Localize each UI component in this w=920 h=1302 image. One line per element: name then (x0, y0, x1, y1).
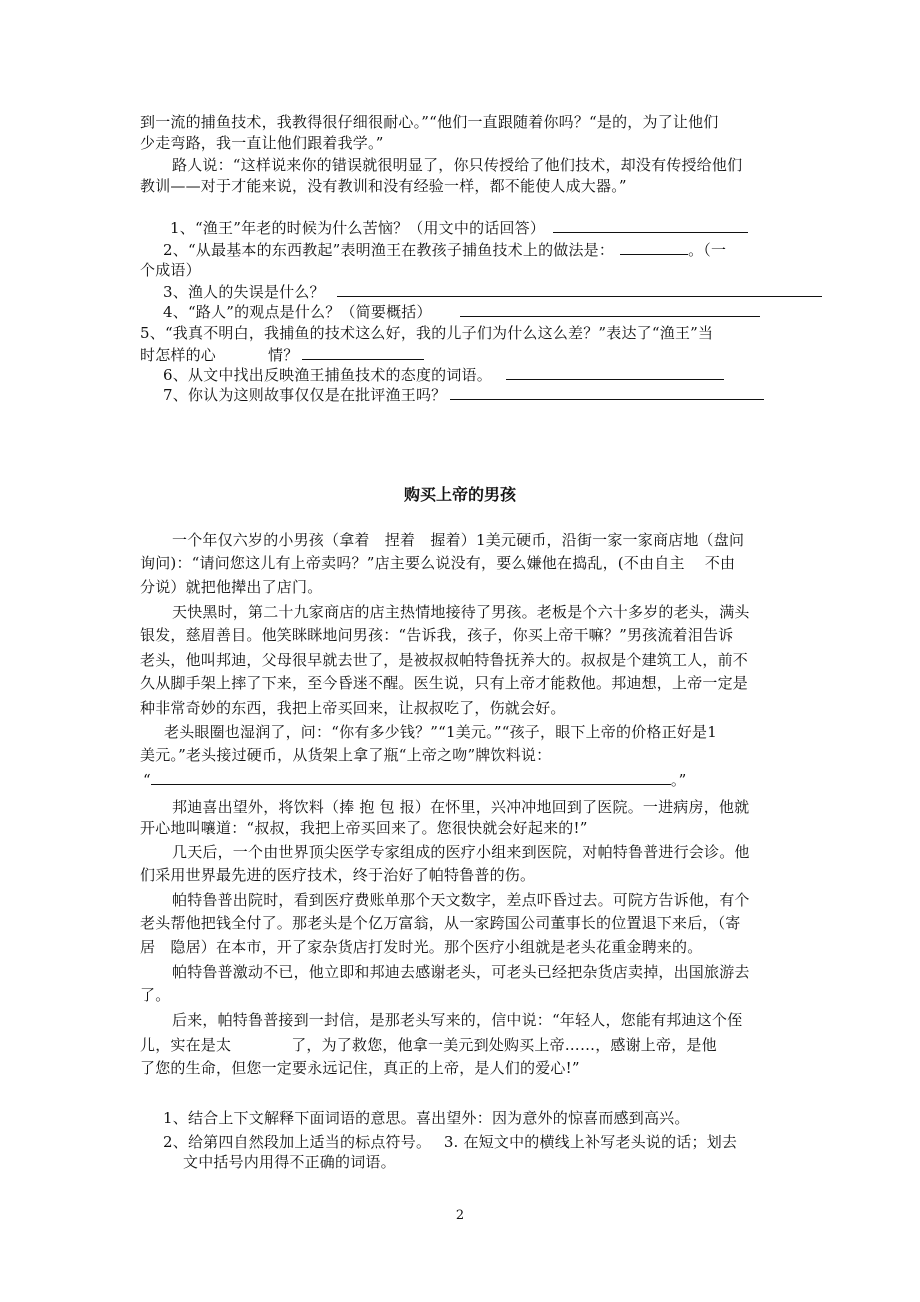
text-line: 个成语） (140, 261, 201, 279)
text-line: 教训——对于才能来说，没有教训和没有经验一样，都不能使人成大器。” (140, 177, 627, 195)
text-line: 们采用世界最先进的医疗技术，终于治好了帕特鲁普的伤。 (140, 866, 536, 884)
dialogue-line (143, 770, 686, 790)
text-line: 久从脚手架上摔了下来，至今昏迷不醒。医生说，只有上帝才能救他。邦迪想，上帝一定是 (140, 674, 749, 692)
quote-mark: “ (143, 771, 151, 789)
question-3 (163, 282, 822, 302)
text-line: 了。 (140, 986, 171, 1004)
text-line: 帕特鲁普激动不已，他立即和邦迪去感谢老头，可老头已经把杂货店卖掉，出国旅游去 (172, 963, 750, 981)
question-text: 7、你认为这则故事仅仅是在批评渔王吗？ (163, 386, 447, 404)
text-line: 少走弯路，我一直让他们跟着我学。” (140, 134, 384, 152)
answer-blank[interactable] (460, 302, 760, 317)
question-text: 。（一 (688, 241, 727, 259)
question-5: 5、“我真不明白，我捕鱼的技术这么好，我的儿子们为什么这么差？”表达了“渔王”当 (140, 324, 714, 342)
answer-blank[interactable] (337, 282, 822, 297)
question-text: 2、“从最基本的东西教起”表明渔王在教孩子捕鱼技术上的做法是： (163, 241, 615, 259)
question-1 (170, 218, 748, 238)
text-line: 银发，慈眉善目。他笑眯眯地问男孩：“告诉我，孩子，你买上帝干嘛？”男孩流着泪告诉 (140, 626, 734, 644)
question-2-cont: 文中括号内用得不正确的词语。 (183, 1153, 396, 1171)
question-4 (163, 302, 760, 322)
text-line: 路人说：“这样说来你的错误就很明显了，你只传授给了他们技术，却没有传授给他们 (172, 156, 743, 174)
text-line: 居 隐居）在本市，开了家杂货店打发时光。那个医疗小组就是老头花重金聘来的。 (140, 938, 703, 956)
page-number: 2 (455, 1208, 465, 1223)
answer-blank[interactable] (506, 365, 724, 380)
text-line: 开心地叫嚷道：“叔叔，我把上帝买回来了。您很快就会好起来的!” (140, 819, 588, 837)
question-text: 6、从文中找出反映渔王捕鱼技术的态度的词语。 (163, 366, 492, 384)
text-line: 老头帮他把钱全付了。那老头是个亿万富翁，从一家跨国公司董事长的位置退下来后，（寄 (140, 914, 741, 932)
text-line: 后来，帕特鲁普接到一封信，是那老头写来的，信中说：“年轻人，您能有邦迪这个侄 (172, 1011, 743, 1029)
question-2 (163, 240, 726, 260)
question-text: 时怎样的心 (140, 346, 217, 364)
question-5-cont (140, 345, 424, 365)
question-2: 2、给第四自然段加上适当的标点符号。 3. 在短文中的横线上补写老头说的话；划去 (163, 1133, 738, 1151)
text-line: 美元。”老头接过硬币，从货架上拿了瓶“上帝之吻”牌饮料说： (140, 746, 552, 764)
dialogue-blank[interactable] (151, 770, 671, 785)
text-line: 了您的生命，但您一定要永远记住，真正的上帝，是人们的爱心!” (140, 1059, 580, 1077)
answer-blank[interactable] (450, 385, 764, 400)
text-line: 老头，他叫邦迪，父母很早就去世了，是被叔叔帕特鲁抚养大的。叔叔是个建筑工人，前不 (140, 651, 749, 669)
text-line: 到一流的捕鱼技术，我教得很仔细很耐心。”“他们一直跟随着你吗？“是的，为了让他们 (140, 113, 719, 131)
text-line: 询问)：“请问您这儿有上帝卖吗？”店主要么说没有，要么嫌他在捣乱，(不由自主 不由 (140, 554, 736, 572)
text-line: 几天后，一个由世界顶尖医学专家组成的医疗小组来到医院，对帕特鲁普进行会诊。他 (172, 843, 750, 861)
text-line: 帕特鲁普出院时，看到医疗费账单那个天文数字，差点吓昏过去。可院方告诉他，有个 (172, 891, 750, 909)
question-1: 1、结合上下文解释下面词语的意思。喜出望外：因为意外的惊喜而感到高兴。 (163, 1109, 690, 1127)
answer-blank[interactable] (620, 240, 688, 255)
story-title: 购买上帝的男孩 (403, 485, 516, 504)
question-text: 1、“渔王”年老的时候为什么苦恼？（用文中的话回答） (170, 219, 546, 237)
text-line: 种非常奇妙的东西，我把上帝买回来，让叔叔吃了，伤就会好。 (140, 699, 566, 717)
text-line (140, 1035, 717, 1055)
question-text: 4、“路人”的观点是什么？（简要概括） (163, 303, 432, 321)
text-line: 分说）就把他撵出了店门。 (140, 578, 323, 596)
answer-blank[interactable] (553, 218, 748, 233)
quote-mark: 。” (670, 771, 687, 789)
question-text: 情？ (268, 346, 299, 364)
text-segment: 儿，实在是太 (140, 1036, 232, 1054)
text-line: 邦迪喜出望外，将饮料（捧 抱 包 报）在怀里，兴冲冲地回到了医院。一进病房，他就 (172, 798, 750, 816)
text-line: 天快黑时，第二十九家商店的店主热情地接待了男孩。老板是个六十多岁的老头，满头 (172, 603, 750, 621)
question-6 (163, 365, 724, 385)
text-segment: 了，为了救您，他拿一美元到处购买上帝……，感谢上帝，是他 (291, 1036, 717, 1054)
question-text: 3、渔人的失误是什么？ (163, 283, 325, 301)
question-7 (163, 385, 764, 405)
text-line: 一个年仅六岁的小男孩（拿着 捏着 握着）1美元硬币，沿街一家一家商店地（盘问 (172, 531, 745, 549)
text-line: 老头眼圈也湿润了，问：“你有多少钱？”“1美元。”“孩子，眼下上帝的价格正好是1 (164, 723, 717, 741)
answer-blank[interactable] (302, 345, 424, 360)
